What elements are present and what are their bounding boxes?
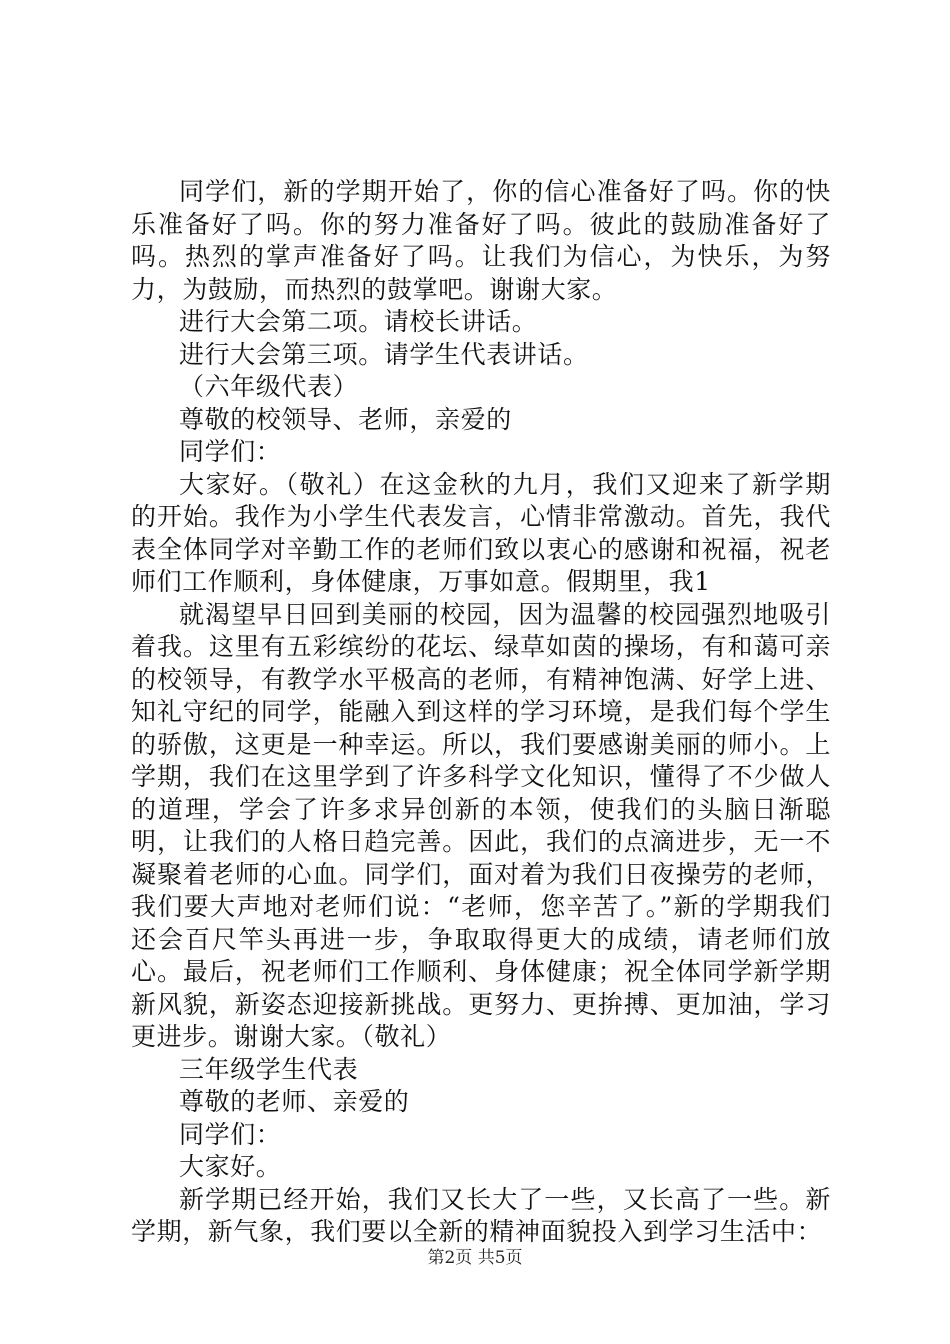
paragraph: 进行大会第二项。请校长讲话。 [179,307,538,336]
page-footer: 第2页 共5页 [427,1248,523,1268]
paragraph: 就渴望早日回到美丽的校园，因为温馨的校园强烈地吸引着我。这里有五彩缤纷的花坛、绿草如茵的操场，有和蔼可亲的校领导，有教学水平极高的老师，有精神饱满、好学上进、知礼守纪的同学，能融入到这样的学习环境，是我们每个学生的骄傲，这更是一种幸运。所以，我们要感谢美丽的师小。上学期，我们在这里学到了许多科学文化知识，懂得了不少做人的道理，学会了许多求异创新的本领，使我们的头脑日渐聪明，让我们的人格日趋完善。因此，我们的点滴进步，无一不凝聚着老师的心血。同学们，面对着为我们日夜操劳的老师，我们要大声地对老师们说：“老师，您辛苦了。”新的学期我们还会百尺竿头再进一步，争取取得更大的成绩，请老师们放心。最后，祝老师们工作顺利、身体健康；祝全体同学新学期新风貌，新姿态迎接新挑战。更努力、更拚搏、更加油，学习更进步。谢谢大家。（敬礼） [131,599,831,1051]
paragraph: 尊敬的校领导、老师，亲爱的 [179,404,512,434]
document-body [131,176,831,1249]
paragraph: 尊敬的老师、亲爱的 [179,1087,410,1116]
paragraph: 同学们，新的学期开始了，你的信心准备好了吗。你的快乐准备好了吗。你的努力准备好了吗。彼此的鼓励准备好了吗。热烈的掌声准备好了吗。让我们为信心，为快乐，为努力，为鼓励，而热烈的鼓掌吧。谢谢大家。 [131,177,831,304]
paragraph: 三年级学生代表 [179,1054,359,1084]
paragraph: 大家好。 [179,1152,282,1181]
paragraph: 同学们： [179,1119,282,1149]
paragraph: 大家好。（敬礼）在这金秋的九月，我们又迎来了新学期的开始。我作为小学生代表发言，心情非常激动。首先，我代表全体同学对辛勤工作的老师们致以衷心的感谢和祝福，祝老师们工作顺利，身体健康，万事如意。假期里，我1 [131,469,831,596]
paragraph: 同学们： [179,437,282,466]
paragraph: 进行大会第三项。请学生代表讲话。 [179,339,589,369]
paragraph: （六年级代表） [179,372,359,401]
paragraph: 新学期已经开始，我们又长大了一些，又长高了一些。新学期，新气象，我们要以全新的精神面貌投入到学习生活中： [131,1184,831,1246]
